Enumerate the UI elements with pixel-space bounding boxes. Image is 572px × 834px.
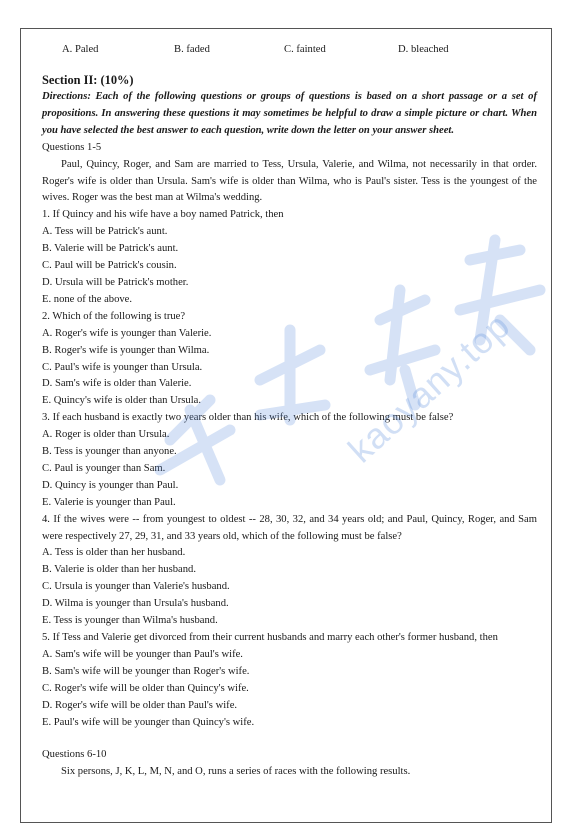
answer-option: B. Tess is younger than anyone. bbox=[42, 446, 177, 458]
question-list bbox=[42, 207, 537, 731]
answer-option: C. Paul is younger than Sam. bbox=[42, 462, 166, 474]
question-stem: 2. Which of the following is true? bbox=[42, 310, 186, 322]
previous-question-options bbox=[42, 42, 537, 59]
watermark-url: kaoyany.top bbox=[340, 304, 518, 471]
question-stem: 4. If the wives were -- from youngest to oldest -- 28, 30, 32, and 34 years old; and Paul, Quincy, Roger, and Sam were respectively 27, 29, 31, and 33 years old, which of the following must be false? bbox=[42, 513, 537, 542]
answer-option: A. Roger is older than Ursula. bbox=[42, 429, 170, 441]
answer-option: D. Roger's wife will be older than Paul's wife. bbox=[42, 699, 238, 711]
option-d: D. bleached bbox=[398, 44, 449, 55]
answer-option: D. Ursula will be Patrick's mother. bbox=[42, 276, 189, 288]
answer-option: A. Roger's wife is younger than Valerie. bbox=[42, 327, 212, 339]
answer-option: C. Ursula is younger than Valerie's husband. bbox=[42, 581, 230, 593]
section-title: Section II: (10%) bbox=[42, 73, 134, 87]
group-heading: Questions 1-5 bbox=[42, 141, 102, 153]
question-stem: 1. If Quincy and his wife have a boy named Patrick, then bbox=[42, 209, 284, 221]
answer-option: E. Valerie is younger than Paul. bbox=[42, 496, 176, 508]
answer-option: D. Quincy is younger than Paul. bbox=[42, 479, 179, 491]
directions-label: Directions: bbox=[42, 91, 91, 102]
answer-option: A. Tess is older than her husband. bbox=[42, 547, 186, 559]
option-c: C. fainted bbox=[284, 44, 326, 55]
answer-option: E. none of the above. bbox=[42, 293, 133, 305]
answer-option: B. Roger's wife is younger than Wilma. bbox=[42, 344, 210, 356]
exam-page bbox=[20, 28, 552, 823]
answer-option: E. Quincy's wife is older than Ursula. bbox=[42, 395, 202, 407]
group-heading-2: Questions 6-10 bbox=[42, 749, 107, 761]
answer-option: C. Roger's wife will be older than Quincy's wife. bbox=[42, 682, 249, 694]
group-intro: Six persons, J, K, L, M, N, and O, runs a series of races with the following results. bbox=[61, 766, 411, 778]
answer-option: A. Tess will be Patrick's aunt. bbox=[42, 226, 168, 238]
spacer bbox=[42, 731, 537, 747]
answer-option: B. Sam's wife will be younger than Roger's wife. bbox=[42, 665, 250, 677]
section-directions bbox=[42, 89, 537, 140]
option-a: A. Paled bbox=[62, 44, 99, 55]
passage: Paul, Quincy, Roger, and Sam are married to Tess, Ursula, Valerie, and Wilma, not necessarily in that order. Roger's wife is older than Ursula. Sam's wife is older than Wilma, who is Paul's sister. Tess is the youngest of the wives. Roger was the best man at Wilma's wedding. bbox=[42, 158, 537, 204]
answer-option: E. Paul's wife will be younger than Quincy's wife. bbox=[42, 716, 255, 728]
answer-option: E. Tess is younger than Wilma's husband. bbox=[42, 615, 218, 627]
answer-option: B. Valerie will be Patrick's aunt. bbox=[42, 243, 179, 255]
option-b: B. faded bbox=[174, 44, 210, 55]
question-stem: 5. If Tess and Valerie get divorced from their current husbands and marry each other's former husband, then bbox=[42, 632, 498, 643]
answer-option: D. Wilma is younger than Ursula's husband. bbox=[42, 598, 229, 610]
answer-option: D. Sam's wife is older than Valerie. bbox=[42, 378, 192, 390]
question-stem: 3. If each husband is exactly two years older than his wife, which of the following must be false? bbox=[42, 412, 454, 424]
answer-option: A. Sam's wife will be younger than Paul's wife. bbox=[42, 648, 243, 660]
answer-option: C. Paul's wife is younger than Ursula. bbox=[42, 361, 203, 373]
answer-option: C. Paul will be Patrick's cousin. bbox=[42, 260, 177, 272]
answer-option: B. Valerie is older than her husband. bbox=[42, 564, 196, 576]
directions-text: Each of the following questions or groups of questions is based on a short passage or a set of propositions. In answering these questions it may sometimes be helpful to draw a simple picture or chart. When you have selected the best answer to each question, write down the letter on your answer sheet. bbox=[42, 91, 537, 136]
